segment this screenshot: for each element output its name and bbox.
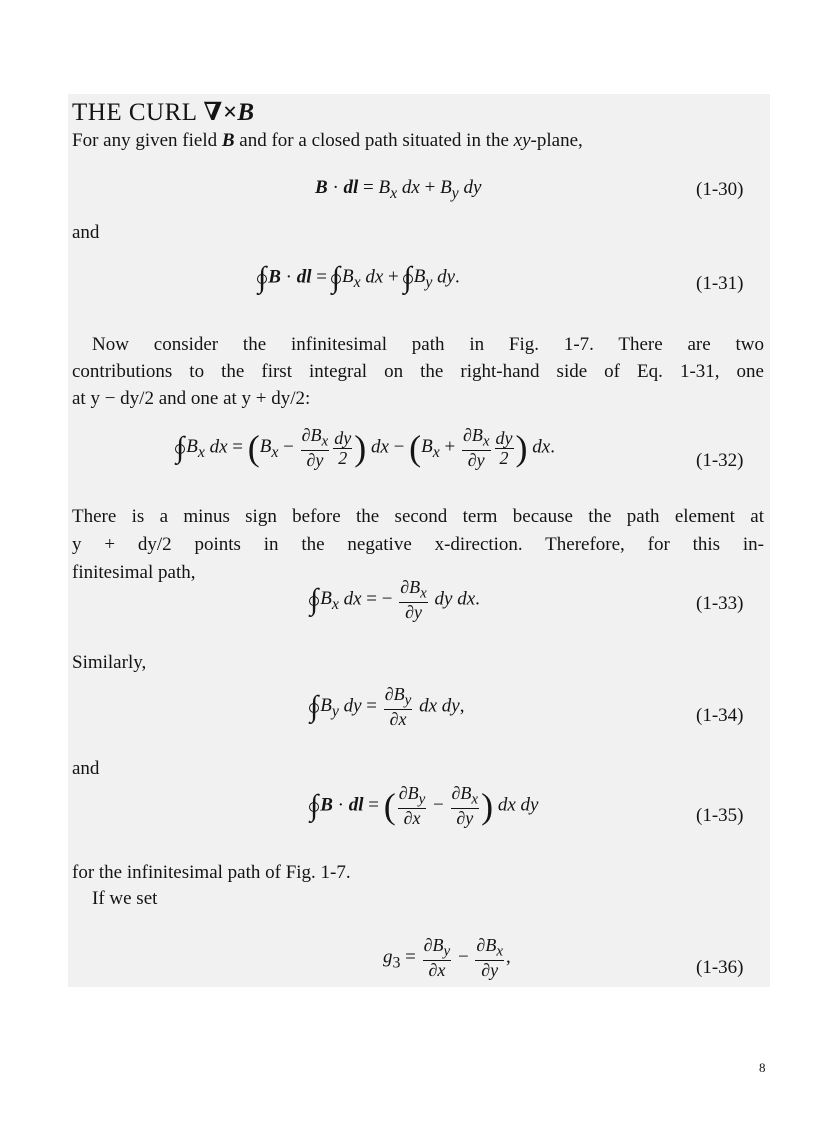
paragraph-line: finitesimal path,	[72, 562, 196, 583]
paragraph-line: There is a minus sign before the second term because the path element at	[72, 506, 764, 527]
eq-number: (1-31)	[696, 273, 744, 294]
eq-number: (1-30)	[696, 179, 744, 200]
paragraph-line: If we set	[92, 888, 158, 909]
section-title: THE CURL ∇×B	[72, 99, 255, 126]
text-and: and	[72, 222, 100, 243]
equation-1-32: ∫ $B_x$ dx = ($B_x$ − $\frac{\partial B_x}{\partial y}$ $\frac{dy}{2}$ ) dx − ($B_x$ + $\frac{\partial B_x}{\partial y}$ $\frac{dy}{2}$ ) dx.	[176, 425, 555, 471]
equation-1-36: $g_3$ = $\frac{\partial B_y}{\partial x}$ − $\frac{\partial B_x}{\partial y}$ ,	[383, 935, 511, 981]
eq-number: (1-33)	[696, 593, 744, 614]
page-number: 8	[759, 1060, 766, 1075]
eq-number: (1-36)	[696, 957, 744, 978]
paragraph-line: at y − dy/2 and one at y + dy/2:	[72, 388, 311, 409]
equation-1-35: ∫ B · dl = ( $\frac{\partial B_y}{\partial x}$ − $\frac{\partial B_x}{\partial y}$ ) dx dy	[310, 783, 539, 829]
intro-line: For any given field B and for a closed path situated in the xy-plane,	[72, 130, 583, 151]
paragraph-line: y + dy/2 points in the negative x-direction. Therefore, for this in-	[72, 534, 764, 555]
text-similarly: Similarly,	[72, 652, 147, 673]
text-and: and	[72, 758, 100, 779]
paragraph-line: contributions to the first integral on the right-hand side of Eq. 1-31, one	[72, 361, 764, 382]
paragraph-line: Now consider the infinitesimal path in Fig. 1-7. There are two	[92, 334, 764, 355]
equation-1-33: ∫ $B_x$ dx = − $\frac{\partial B_x}{\partial y}$ dy dx.	[310, 577, 480, 623]
eq-number: (1-32)	[696, 450, 744, 471]
equation-1-34: ∫ $B_y$ dy = $\frac{\partial B_y}{\partial x}$ dx dy,	[310, 684, 465, 730]
eq-number: (1-35)	[696, 805, 744, 826]
equation-1-30: B · dl = $B_x$ dx + $B_y$ dy	[315, 177, 482, 202]
paragraph-line: for the infinitesimal path of Fig. 1-7.	[72, 862, 351, 883]
eq-number: (1-34)	[696, 705, 744, 726]
equation-1-31: ∫ B · dl = ∫ $B_x$ dx + ∫ $B_y$ dy.	[258, 261, 460, 294]
